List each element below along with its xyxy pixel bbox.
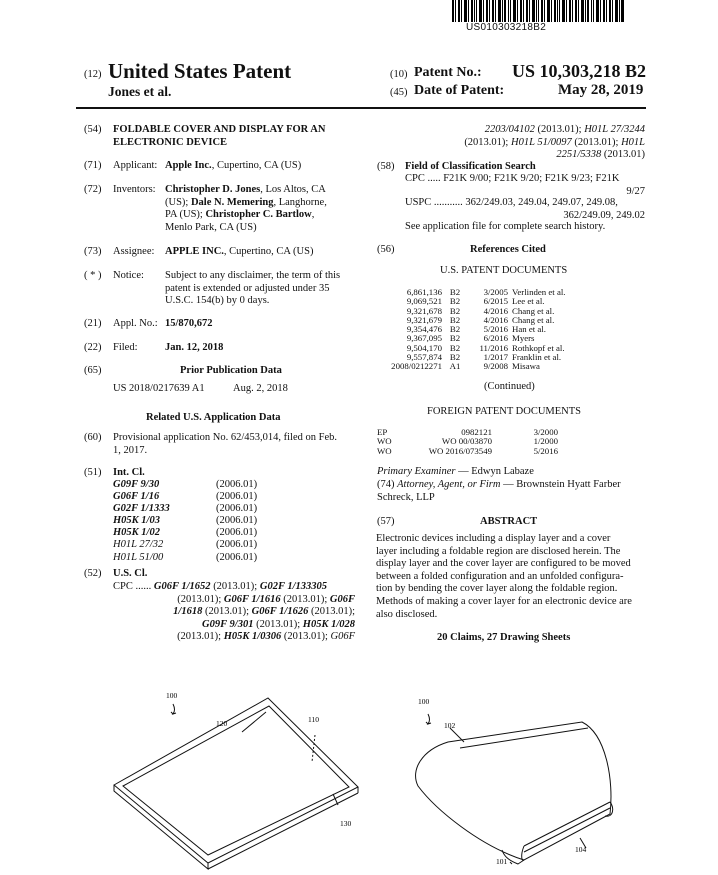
cpc-continued: 2203/04102 (2013.01); H01L 27/3244 (2013.01); H01L 51/0097 (2013.01); H01L 2251/5338 (2013.01) <box>464 124 645 161</box>
header-left-code: (12) <box>84 69 102 80</box>
provisional-application: Provisional application No. 62/453,014, filed on Feb. 1, 2017. <box>113 432 337 456</box>
int-cl-row <box>113 479 257 491</box>
int-cl-code: H01L 51/00 <box>113 551 164 563</box>
us-doc-name: Han et al. <box>512 324 546 335</box>
us-doc-name: Chang et al. <box>512 305 555 316</box>
us-doc-date: 6/2015 <box>483 296 508 307</box>
foreign-doc-country: WO <box>377 445 392 456</box>
us-doc-kind: B2 <box>449 352 461 363</box>
f60-code: (60) <box>84 432 102 443</box>
int-cl-row <box>113 539 257 551</box>
int-cl-code: H05K 1/02 <box>113 527 160 539</box>
foreign-doc-country: EP <box>377 427 388 437</box>
us-doc-kind: B2 <box>449 296 461 307</box>
int-cl-date: (2006.01) <box>216 539 258 551</box>
int-cl-list <box>113 479 257 564</box>
int-cl-date: (2006.01) <box>216 527 258 539</box>
date-label: Date of Patent: <box>414 83 505 98</box>
foreign-doc-date: 5/2016 <box>533 445 558 456</box>
int-cl-date: (2006.01) <box>216 479 258 490</box>
us-doc-date: 4/2016 <box>483 305 508 316</box>
patent-number: US 10,303,218 B2 <box>512 61 647 81</box>
foreign-doc-row <box>377 447 558 456</box>
continued: (Continued) <box>484 381 535 392</box>
abstract-code: (57) <box>377 516 395 527</box>
header-rule <box>76 107 646 109</box>
us-doc-num: 9,321,678 <box>406 305 442 316</box>
fig2-label-102: 102 <box>444 721 456 730</box>
f52-code: (52) <box>84 568 102 579</box>
us-doc-num: 9,354,476 <box>406 324 442 335</box>
us-doc-date: 11/2016 <box>479 342 508 353</box>
us-doc-date: 6/2016 <box>483 333 508 344</box>
abstract-line: also disclosed. <box>376 608 438 620</box>
int-cl-date: (2006.01) <box>216 515 258 527</box>
int-cl-date: (2006.01) <box>216 503 258 515</box>
f22-label: Filed: <box>113 342 138 353</box>
foreign-doc-country: WO <box>377 436 392 447</box>
us-docs-list <box>380 288 602 372</box>
related-heading: Related U.S. Application Data <box>146 412 281 423</box>
assignee: APPLE INC., Cupertino, CA (US) <box>165 246 314 257</box>
us-doc-num: 9,557,874 <box>406 352 442 363</box>
foreign-doc-num: WO 2016/073549 <box>428 445 492 456</box>
barcode <box>452 0 624 22</box>
patent-title: United States Patent <box>108 59 292 83</box>
patent-date: May 28, 2019 <box>558 82 644 98</box>
foreign-doc-num: WO 00/03870 <box>441 436 492 447</box>
f73-code: (73) <box>84 246 102 257</box>
abstract-text <box>376 533 646 621</box>
us-doc-row <box>380 362 602 371</box>
references-heading: References Cited <box>470 244 546 255</box>
us-doc-kind: B2 <box>449 324 461 335</box>
us-doc-name: Chang et al. <box>512 314 555 325</box>
us-docs-heading: U.S. PATENT DOCUMENTS <box>440 265 568 276</box>
f71-code: (71) <box>84 160 102 171</box>
int-cl-date: (2006.01) <box>216 491 258 503</box>
fig1-label-130: 130 <box>340 819 352 828</box>
claims-summary: 20 Claims, 27 Drawing Sheets <box>437 632 571 643</box>
abstract-heading: ABSTRACT <box>480 516 538 527</box>
barcode-number: US010303218B2 <box>466 22 547 33</box>
f51-code: (51) <box>84 467 102 478</box>
fig2-label-101: 101 <box>496 857 508 866</box>
us-doc-kind: B2 <box>449 287 461 297</box>
us-doc-num: 9,069,521 <box>406 296 442 307</box>
f58-cpc: CPC ..... F21K 9/00; F21K 9/20; F21K 9/23; F21K 9/27 <box>405 173 645 197</box>
fig1-label-120: 120 <box>216 719 228 728</box>
int-cl-row <box>113 515 257 527</box>
application-number: 15/870,672 <box>165 318 213 329</box>
figure-1-flat-device <box>100 680 370 870</box>
us-doc-num: 9,367,095 <box>406 333 442 344</box>
f65-code: (65) <box>84 365 102 376</box>
us-doc-num: 9,321,679 <box>406 314 442 325</box>
int-cl-label: Int. Cl. <box>113 467 145 478</box>
notice-label: Notice: <box>113 270 144 281</box>
abstract-line: between a folded configuration and an unfolded configura- <box>376 570 624 582</box>
patent-no-code: (10) <box>390 69 408 80</box>
fig2-label-104: 104 <box>575 845 587 854</box>
int-cl-code: H05K 1/03 <box>113 515 160 527</box>
fig1-label-110: 110 <box>308 715 319 724</box>
f72-code: (72) <box>84 184 102 195</box>
foreign-doc-date: 1/2000 <box>533 436 558 447</box>
int-cl-row <box>113 503 257 515</box>
patent-authors: Jones et al. <box>108 84 172 99</box>
attorney: (74) Attorney, Agent, or Firm — Brownstein Hyatt Farber Schreck, LLP <box>377 479 621 503</box>
patent-no-label: Patent No.: <box>414 65 482 80</box>
prior-pub-date: Aug. 2, 2018 <box>233 383 288 394</box>
us-doc-date: 1/2017 <box>483 352 508 363</box>
abstract-line: Methods of making a cover layer for an electronic device are <box>376 595 632 607</box>
f71-label: Applicant: <box>113 160 158 171</box>
us-doc-date: 9/2008 <box>483 361 508 372</box>
foreign-doc-num: 0982121 <box>461 427 492 437</box>
applicant: Apple Inc., Cupertino, CA (US) <box>165 160 302 171</box>
us-doc-kind: B2 <box>449 342 461 353</box>
us-doc-date: 4/2016 <box>483 314 508 325</box>
f72-label: Inventors: <box>113 184 156 195</box>
foreign-heading: FOREIGN PATENT DOCUMENTS <box>427 406 582 417</box>
us-cl-label: U.S. Cl. <box>113 568 148 579</box>
f22-code: (22) <box>84 342 102 353</box>
int-cl-date: (2006.01) <box>216 551 258 563</box>
abstract-line: tion by bending the cover layer along the foldable region. <box>376 583 618 595</box>
us-doc-date: 3/2005 <box>483 287 508 297</box>
int-cl-row <box>113 552 257 564</box>
f58-uspc: USPC ........... 362/249.03, 249.04, 249.07, 249.08, 362/249.09, 249.02 <box>405 197 645 221</box>
f58-code: (58) <box>377 161 395 172</box>
us-doc-kind: B2 <box>449 333 461 344</box>
date-code: (45) <box>390 87 408 98</box>
int-cl-code: G09F 9/30 <box>113 479 160 490</box>
filed-date: Jan. 12, 2018 <box>165 342 224 353</box>
foreign-list <box>377 428 558 456</box>
us-doc-name: Rothkopf et al. <box>512 342 565 353</box>
inventors: Christopher D. Jones, Los Altos, CA (US); Dale N. Memering, Langhorne, PA (US); Christopher C. Bartlow, Menlo Park, CA (US) <box>165 184 327 233</box>
f21-label: Appl. No.: <box>113 318 158 329</box>
int-cl-code: H01L 27/32 <box>113 539 164 551</box>
f58-heading: Field of Classification Search <box>405 161 536 172</box>
notice-code: ( * ) <box>84 270 102 281</box>
us-doc-num: 2008/0212271 <box>391 361 442 372</box>
f56-code: (56) <box>377 244 395 255</box>
abstract-line: layer including a foldable region are disclosed herein. The <box>376 545 621 557</box>
foreign-doc-date: 3/2000 <box>533 427 558 437</box>
f54-code: (54) <box>84 124 102 135</box>
notice-text: Subject to any disclaimer, the term of this patent is extended or adjusted under 35 U.S.C. 154(b) by 0 days. <box>165 270 341 307</box>
int-cl-code: G06F 1/16 <box>113 491 160 503</box>
us-doc-name: Misawa <box>512 361 540 372</box>
us-doc-name: Franklin et al. <box>512 352 562 363</box>
us-doc-name: Lee et al. <box>512 296 545 307</box>
f58-see: See application file for complete search history. <box>405 221 606 232</box>
us-doc-kind: B2 <box>449 305 461 316</box>
us-doc-kind: B2 <box>449 314 461 325</box>
int-cl-code: G02F 1/1333 <box>113 503 170 515</box>
us-doc-date: 5/2016 <box>483 324 508 335</box>
fig2-label-100: 100 <box>418 697 430 706</box>
int-cl-row <box>113 491 257 503</box>
abstract-line: Electronic devices including a display layer and a cover <box>376 533 611 544</box>
us-doc-num: 6,861,136 <box>406 287 442 297</box>
int-cl-row <box>113 527 257 539</box>
invention-title: FOLDABLE COVER AND DISPLAY FOR AN ELECTRONIC DEVICE <box>113 124 326 148</box>
us-doc-num: 9,504,170 <box>406 342 442 353</box>
prior-pub-heading: Prior Publication Data <box>180 365 282 376</box>
us-doc-name: Verlinden et al. <box>512 287 566 297</box>
figure-2-folded-device <box>400 690 630 870</box>
us-doc-kind: A1 <box>449 361 461 372</box>
us-doc-name: Myers <box>512 333 535 344</box>
prior-pub-number: US 2018/0217639 A1 <box>113 383 205 394</box>
examiner: Primary Examiner — Edwyn Labaze <box>377 466 534 477</box>
abstract-line: display layer and the cover layer are configured to be moved <box>376 558 631 570</box>
f21-code: (21) <box>84 318 102 329</box>
fig1-label-100: 100 <box>166 691 178 700</box>
us-cl-cpc: CPC ...... G06F 1/1652 (2013.01); G02F 1/133305 (2013.01); G06F 1/1616 (2013.01); G06F 1/1618 (2013.01); G06F 1/1626 (2013.01); G09F 9/301 (2013.01); H05K 1/028 (2013.01); H05K 1/0306 (2013.01); G06F <box>113 581 355 643</box>
f73-label: Assignee: <box>113 246 155 257</box>
